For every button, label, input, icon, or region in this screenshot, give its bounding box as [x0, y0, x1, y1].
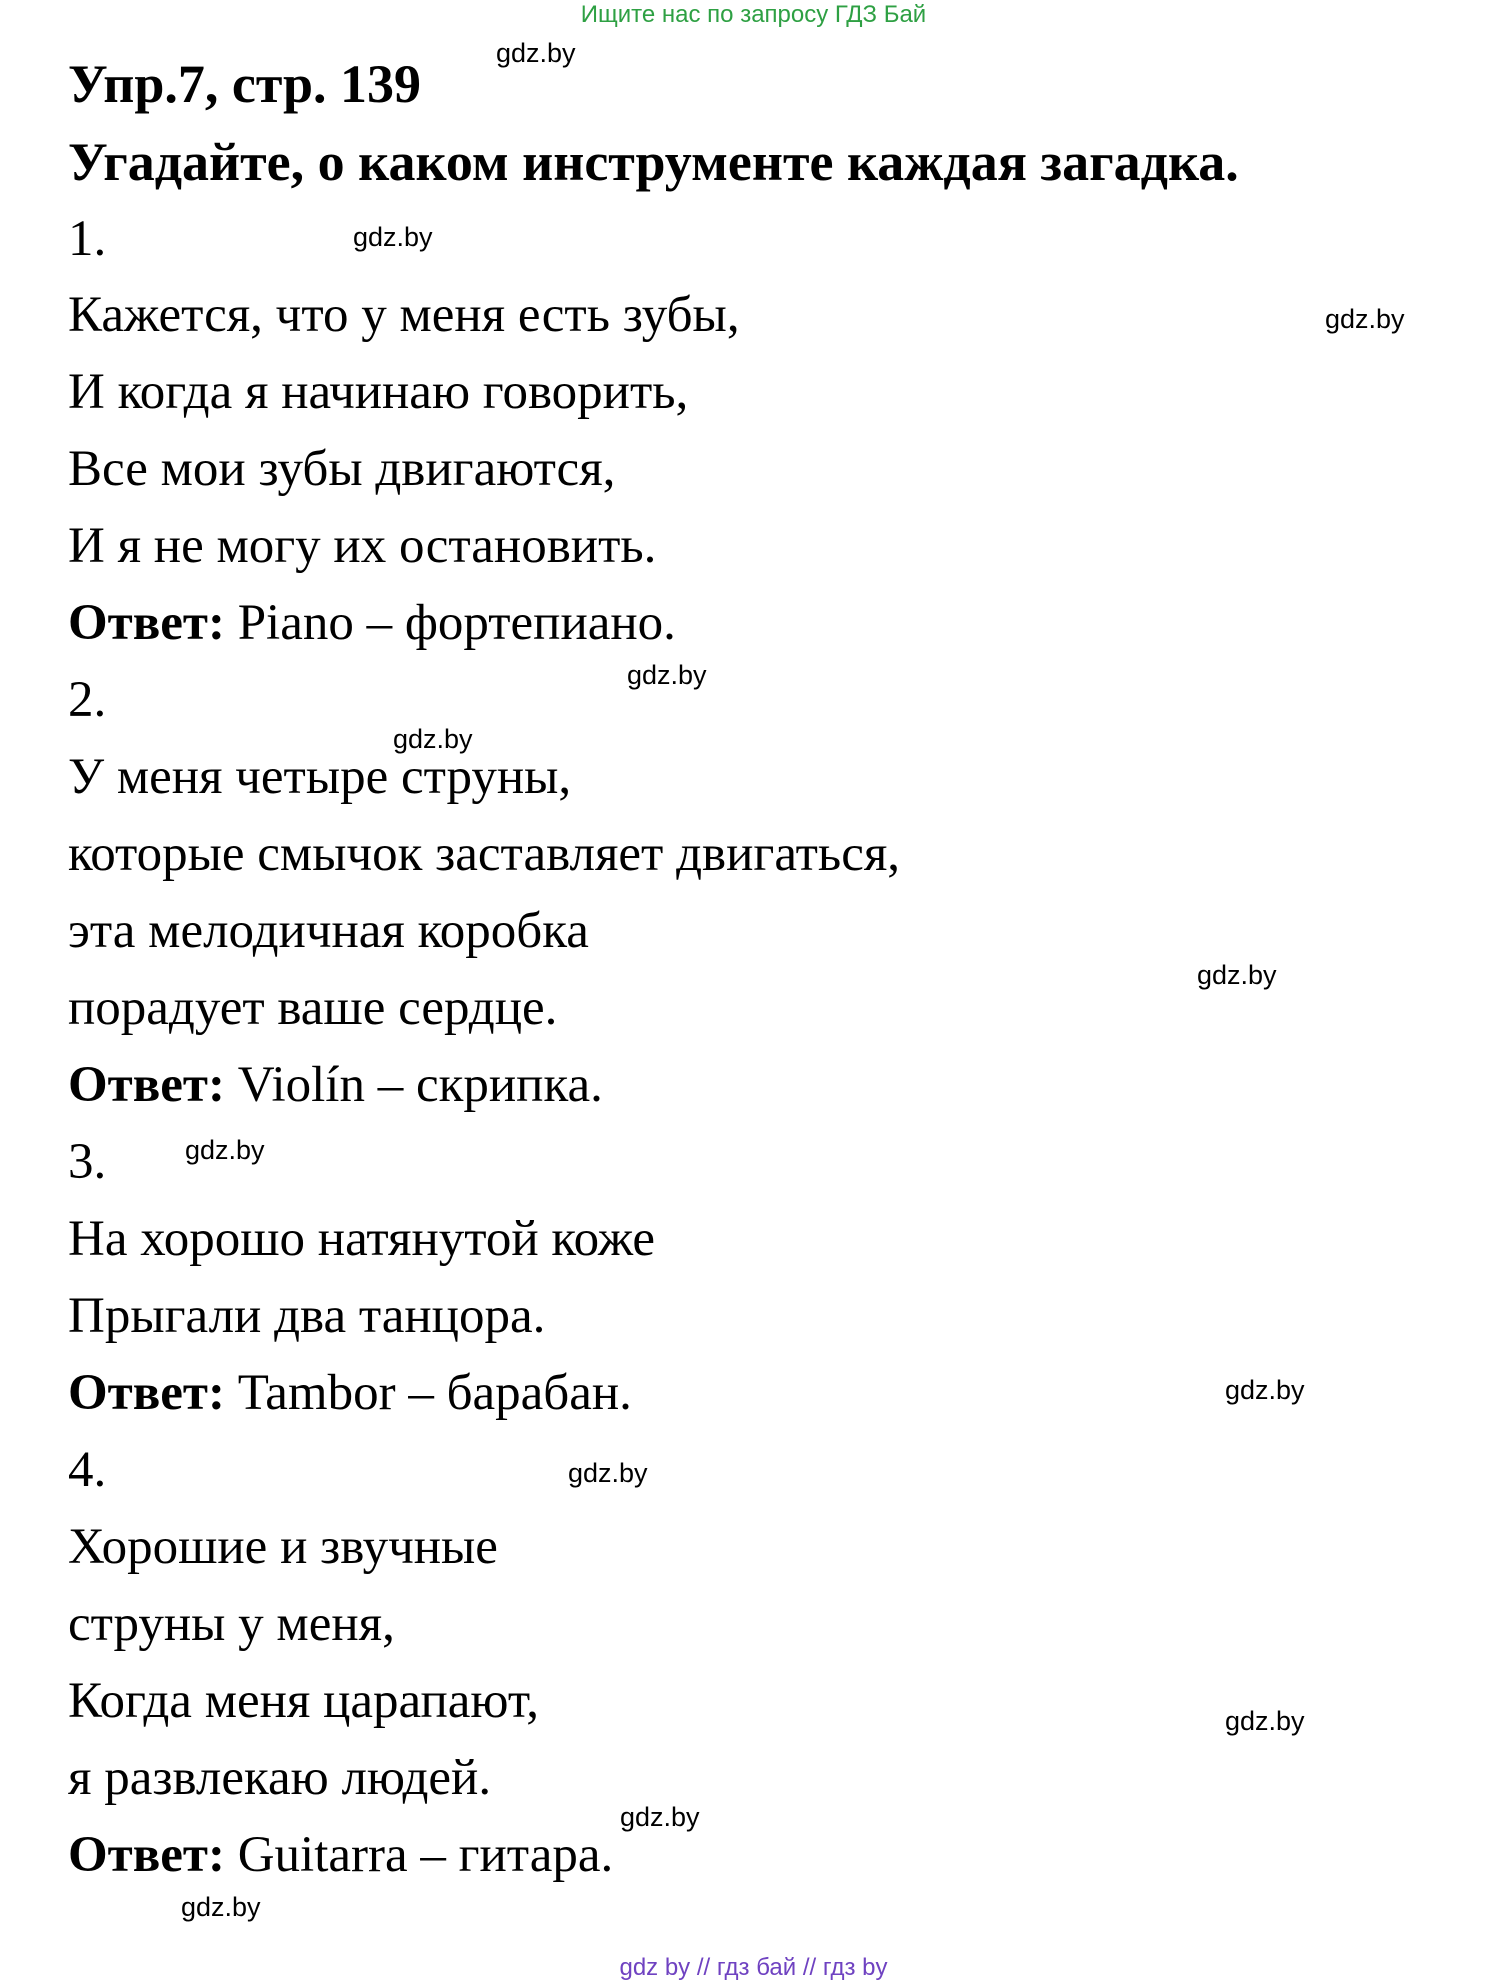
riddle-line: У меня четыре струны, — [68, 749, 572, 805]
riddle-line: эта мелодичная коробка — [68, 903, 589, 959]
watermark: gdz.by — [1225, 1375, 1305, 1405]
riddle-number: 1. — [68, 211, 107, 267]
riddle-line: я развлекаю людей. — [68, 1750, 492, 1806]
answer-label: Ответ: — [68, 1365, 225, 1421]
riddle-line: Прыгали два танцора. — [68, 1288, 546, 1344]
riddle-line: Когда меня царапают, — [68, 1673, 540, 1729]
watermark: gdz.by — [627, 660, 707, 690]
riddle-line: На хорошо натянутой коже — [68, 1211, 656, 1267]
exercise-title: Упр.7, стр. 139 — [68, 54, 422, 114]
watermark: gdz.by — [1197, 960, 1277, 990]
answer-line — [68, 1361, 632, 1425]
answer-text: Tambor – барабан. — [224, 1365, 632, 1421]
watermark: gdz.by — [353, 222, 433, 252]
watermark: gdz.by — [496, 38, 576, 68]
riddle-number: 2. — [68, 672, 107, 728]
riddle-line: струны у меня, — [68, 1596, 395, 1652]
exercise-instruction: Угадайте, о каком инструменте каждая загадка. — [68, 132, 1239, 192]
riddle-line: которые смычок заставляет двигаться, — [68, 826, 901, 882]
answer-label: Ответ: — [68, 595, 225, 651]
top-banner: Ищите нас по запросу ГДЗ Бай — [580, 1, 927, 28]
watermark: gdz.by — [568, 1458, 648, 1488]
answer-label: Ответ: — [68, 1057, 225, 1113]
answer-line — [68, 1053, 603, 1117]
riddle-number: 3. — [68, 1134, 107, 1190]
watermark: gdz.by — [185, 1135, 265, 1165]
watermark: gdz.by — [393, 724, 473, 754]
watermark: gdz.by — [1325, 304, 1405, 334]
answer-text: Piano – фортепиано. — [224, 595, 676, 651]
riddle-line: Кажется, что у меня есть зубы, — [68, 287, 740, 343]
watermark: gdz.by — [181, 1892, 261, 1922]
riddle-line: Все мои зубы двигаются, — [68, 441, 616, 497]
riddle-line: И я не могу их остановить. — [68, 518, 657, 574]
watermark: gdz.by — [620, 1802, 700, 1832]
riddle-line: И когда я начинаю говорить, — [68, 364, 689, 420]
riddle-line: Хорошие и звучные — [68, 1519, 498, 1575]
answer-line — [68, 591, 676, 655]
watermark: gdz.by — [1225, 1706, 1305, 1736]
riddle-line: порадует ваше сердце. — [68, 980, 558, 1036]
answer-label: Ответ: — [68, 1827, 225, 1883]
answer-text: Violín – скрипка. — [224, 1057, 603, 1113]
riddle-number: 4. — [68, 1442, 107, 1498]
answer-text: Guitarra – гитара. — [224, 1827, 614, 1883]
footer-watermark: gdz by // гдз бай // гдз by — [619, 1954, 888, 1981]
answer-line — [68, 1823, 613, 1887]
